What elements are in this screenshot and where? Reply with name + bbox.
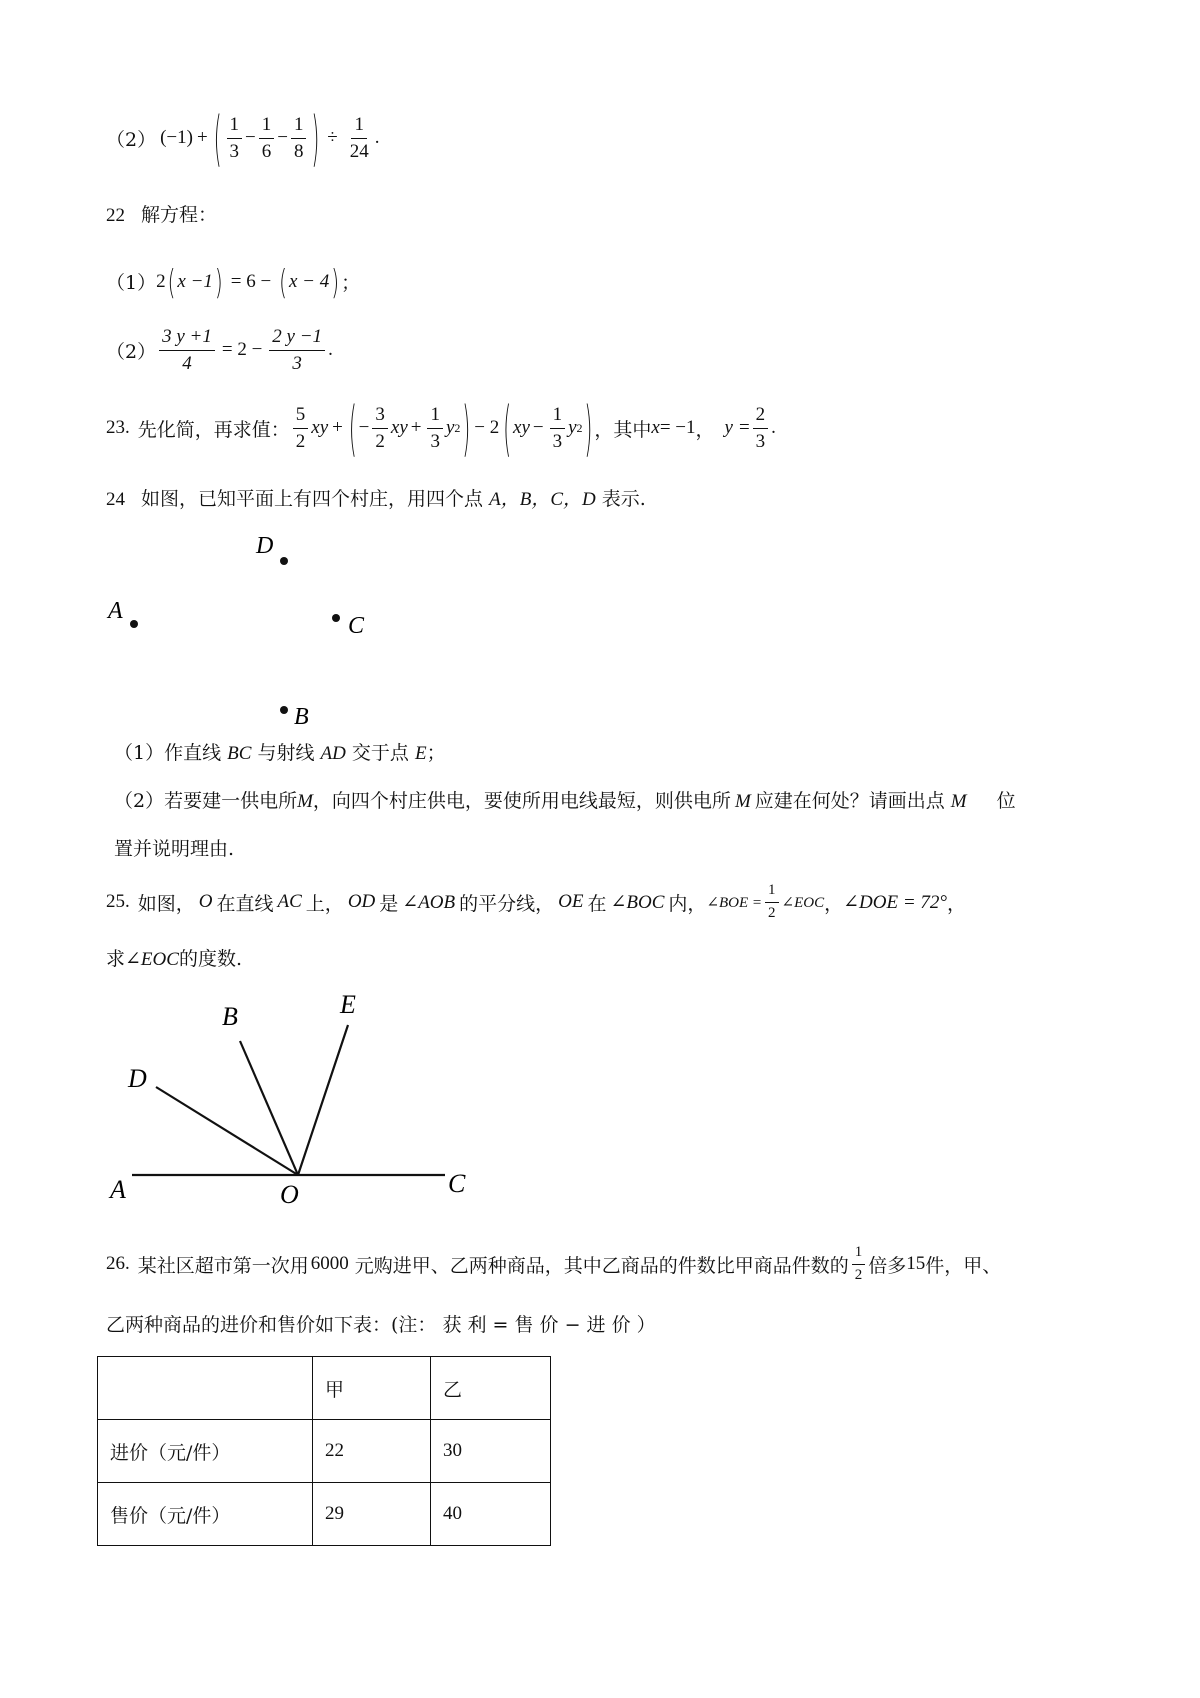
label-o: O: [280, 1180, 299, 1209]
village-points-figure: [0, 520, 420, 730]
point-c: [332, 614, 340, 622]
q22-part1: （1） 2 ( x −1 ) = 6 − ( x − 4 ) ；: [106, 261, 361, 302]
label-c: C: [448, 1169, 466, 1198]
fraction: $\frac{1}{24}$: [349, 113, 369, 162]
point-d: [280, 557, 288, 565]
label-d: D: [128, 1064, 147, 1093]
label-e: E: [340, 990, 356, 1019]
q22-part2: （2） $\frac{3 y +1}{4}$ = 2 − $\frac{2 y -1}{3}$ .: [106, 325, 333, 374]
label-c: C: [348, 613, 365, 639]
neg-one: (−1): [160, 127, 193, 148]
q24-question: 24 如图，已知平面上有四个村庄，用四个点 A，B，C，D 表示.: [106, 488, 646, 510]
fraction: $\frac{1}{3}$: [427, 404, 443, 453]
label-b: B: [222, 1002, 238, 1031]
ray-ob: [240, 1041, 298, 1175]
q24-part1: （1）作直线 BC 与射线 AD 交于点 E；: [114, 742, 446, 764]
fraction: $\frac{1}{2}$: [852, 1244, 866, 1284]
table-row: [98, 1483, 551, 1546]
fraction: $\frac{5}{2}$: [293, 404, 309, 453]
row-label: 进价（元/件）: [98, 1420, 313, 1483]
row-label: 售价（元/件）: [98, 1483, 313, 1546]
point-a: [130, 620, 138, 628]
q22-title: 22 解方程：: [106, 204, 218, 226]
q26-question: 26. 某社区超市第一次用 6000 元购进甲、乙两种商品，其中乙商品的件数比甲商品件数的 $\frac{1}{2}$ 倍多 15 件，甲、: [106, 1244, 1002, 1283]
table-cell: 29: [313, 1483, 431, 1546]
angle-figure: [100, 985, 480, 1215]
fraction: $\frac{1}{6}$: [259, 114, 275, 163]
table-cell: 22: [313, 1420, 431, 1483]
table-cell: [98, 1357, 313, 1420]
table-header-yi: 乙: [431, 1357, 551, 1420]
ray-od: [156, 1087, 298, 1175]
q24-part2: （2）若要建一供电所M，向四个村庄供电，要使所用电线最短，则供电所 M 应建在何处？请画出点 M 位: [114, 790, 1016, 812]
label-b: B: [294, 704, 309, 730]
label-a: A: [110, 1175, 126, 1204]
q23-question: 23. 先化简，再求值： $\frac{5}{2}$ xy + ( − $\frac{3}{2}$ xy + $\frac{1}{3}$ y 2 ) − 2 ( xy − $\frac{1}{3}$ y 2 ) ，其中 x = −1 ， y = $\frac{2}{3}$ .: [106, 392, 776, 464]
q26-line2: 乙两种商品的进价和售价如下表：(注： 获 利 = 售 价 − 进 价 ）: [106, 1314, 656, 1336]
part-label: （2）: [106, 128, 157, 151]
fraction: $\frac{1}{2}$: [765, 882, 779, 922]
fraction: $\frac{1}{3}$: [550, 404, 566, 453]
fraction: $\frac{3}{2}$: [372, 404, 388, 453]
fraction: $\frac{2 y -1}{3}$: [269, 326, 325, 375]
label-a: A: [108, 598, 123, 624]
table-header-jia: 甲: [313, 1357, 431, 1420]
table-row: [98, 1420, 551, 1483]
point-b: [280, 706, 288, 714]
fraction: $\frac{1}{8}$: [291, 114, 307, 163]
fraction: $\frac{2}{3}$: [753, 404, 769, 453]
ray-oe: [298, 1025, 348, 1175]
fraction: $\frac{3 y +1}{4}$: [159, 326, 215, 375]
label-d: D: [256, 533, 274, 559]
table-header-row: [98, 1357, 551, 1420]
q25-line2: 求∠EOC的度数.: [106, 948, 242, 970]
q25-question: 25. 如图， O 在直线 AC 上， OD 是 ∠AOB 的平分线， OE 在 ∠BOC 内， ∠BOE = $\frac{1}{2}$ ∠EOC ， ∠DOE = 72° ，: [106, 882, 967, 921]
table-cell: 40: [431, 1483, 551, 1546]
q21-part2: （2） (−1) + ( $\frac{1}{3}$ − $\frac{1}{6}$ − $\frac{1}{8}$ ) ÷ $\frac{1}{24}$ .: [106, 102, 380, 174]
price-table: [97, 1356, 551, 1546]
fraction: $\frac{1}{3}$: [227, 114, 243, 163]
q24-part2-line2: 置并说明理由.: [114, 838, 235, 860]
table-cell: 30: [431, 1420, 551, 1483]
